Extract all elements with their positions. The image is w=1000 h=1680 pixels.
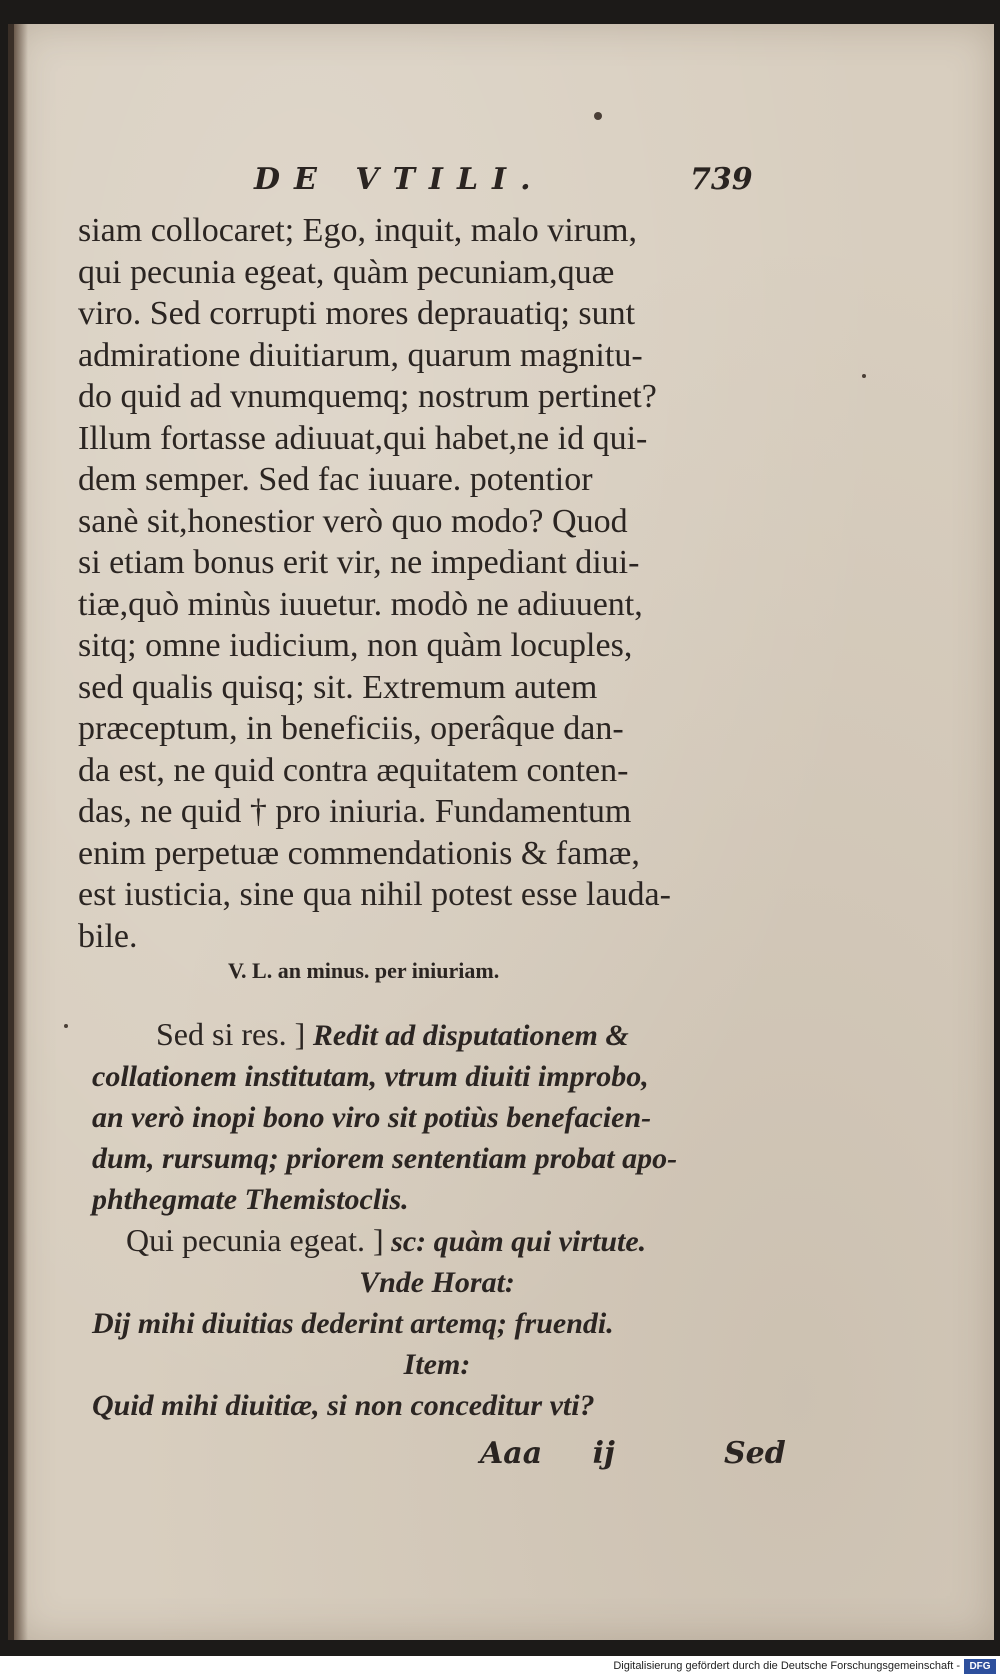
gloss: sc: quàm qui virtute. [391, 1225, 647, 1258]
ink-speck [862, 374, 866, 378]
text-line: qui pecunia egeat, quàm pecuniam,quæ [78, 253, 615, 291]
text-line: bile. [78, 917, 138, 955]
main-text-block [78, 210, 778, 957]
verse-quote: Dij mihi diuitias dederint artemq; fruendi. [92, 1307, 614, 1340]
text-line: admiratione diuitiarum, quarum magnitu- [78, 336, 643, 374]
text-line: viro. Sed corrupti mores deprauatiq; sunt [78, 295, 636, 332]
commentary-line [92, 1014, 782, 1056]
text-line: do quid ad vnumquemq; nostrum pertinet? [78, 378, 657, 415]
page-number: 739 [690, 162, 753, 197]
text-line: enim perpetuæ commendationis & famæ, [78, 834, 640, 872]
page-gutter-shadow [14, 24, 28, 1640]
dfg-logo: DFG [964, 1659, 996, 1674]
quote-intro: Vnde Horat: [359, 1266, 515, 1299]
ink-speck [64, 1024, 68, 1028]
catchword: Sed [724, 1436, 786, 1471]
book-page [8, 24, 994, 1640]
gloss: Redit ad disputationem & [312, 1019, 629, 1052]
text-line: sed qualis quisq; sit. Extremum autem [78, 668, 598, 706]
signature-leaf: ij [592, 1436, 615, 1471]
text-line: si etiam bonus erit vir, ne impediant diui- [78, 544, 640, 581]
digitization-footer [0, 1656, 1000, 1680]
variant-reading-note: V. L. an minus. per iniuriam. [228, 958, 500, 983]
commentary-line: phthegmate Themistoclis. [92, 1183, 409, 1216]
lemma: Sed si res. ] [156, 1016, 306, 1052]
running-head: DE VTILI. [254, 162, 545, 197]
text-line: siam collocaret; Ego, inquit, malo virum, [78, 212, 637, 249]
text-line: sanè sit,honestior verò quo modo? Quod [78, 502, 628, 540]
commentary-line: collationem institutam, vtrum diuiti improbo, [92, 1060, 649, 1093]
ink-speck [594, 112, 602, 120]
text-line: sitq; omne iudicium, non quàm locuples, [78, 627, 633, 664]
commentary-line: dum, rursumq; priorem sententiam probat apo- [92, 1142, 678, 1175]
text-line: est iusticia, sine qua nihil potest esse lauda- [78, 876, 671, 913]
text-line: tiæ,quò minùs iuuetur. modò ne adiuuent, [78, 585, 643, 623]
commentary-block [92, 1014, 782, 1426]
text-line: da est, ne quid contra æquitatem conten- [78, 751, 629, 789]
text-line: præceptum, in beneficiis, operâque dan- [78, 710, 624, 747]
verse-quote: Quid mihi diuitiæ, si non conceditur vti? [92, 1389, 595, 1422]
lemma: Qui pecunia egeat. ] [126, 1222, 384, 1258]
footer-credit: Digitalisierung gefördert durch die Deutsche Forschungsgemeinschaft - [613, 1660, 960, 1672]
commentary-line: an verò inopi bono viro sit potiùs benefacien- [92, 1101, 652, 1134]
signature-mark [480, 1436, 615, 1471]
signature-letters: Aaa [480, 1436, 543, 1471]
text-line: das, ne quid † pro iniuria. Fundamentum [78, 793, 632, 830]
text-line: Illum fortasse adiuuat,qui habet,ne id qui- [78, 419, 648, 457]
commentary-line [92, 1220, 782, 1262]
text-line: dem semper. Sed fac iuuare. potentior [78, 461, 593, 498]
quote-item: Item: [403, 1348, 471, 1381]
